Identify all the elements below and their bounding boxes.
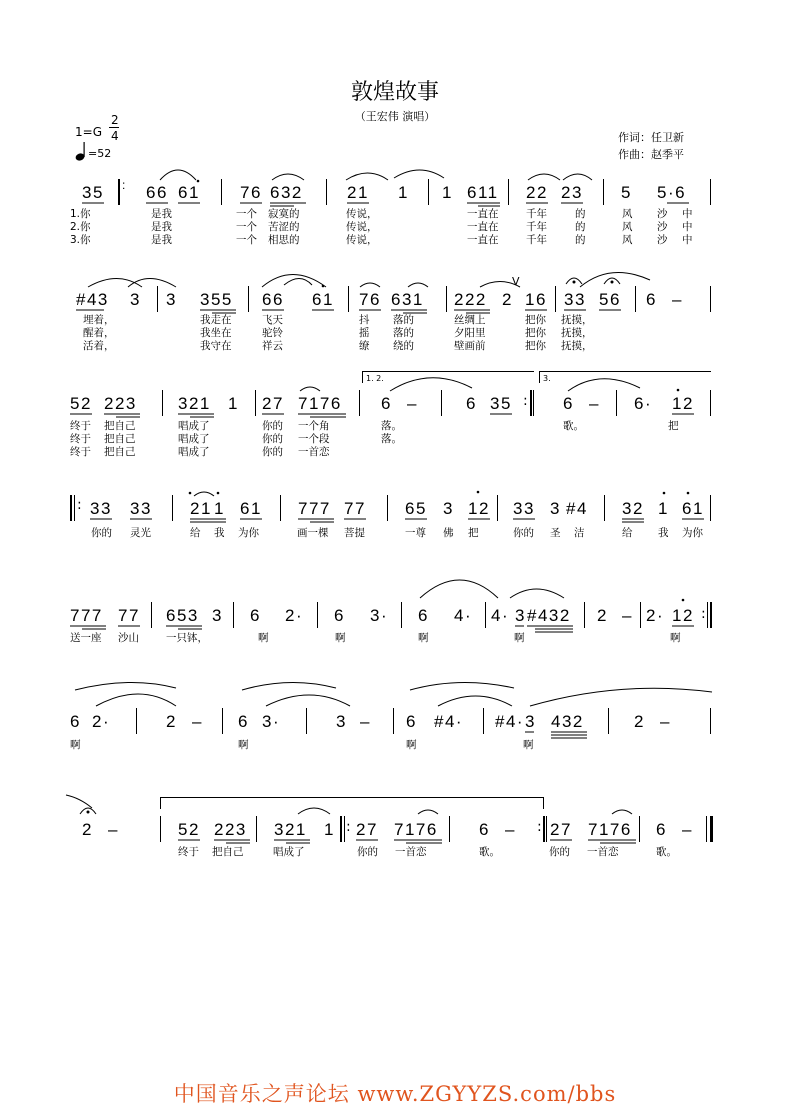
lyric-word: 传说，: [346, 208, 378, 220]
note-group: 1: [442, 183, 453, 202]
note-group: –: [682, 820, 693, 839]
lyric-word: 是我: [151, 234, 172, 246]
note-group: 3: [130, 290, 141, 309]
lyric-word: 你的: [91, 527, 112, 539]
note-group: 5·6: [657, 183, 687, 202]
slurs: [66, 170, 712, 814]
slur: [568, 379, 640, 391]
lyric-word: 把你: [525, 340, 546, 352]
lyric-word: 啊: [238, 739, 249, 751]
note-group: 6: [646, 290, 657, 309]
tempo-marking: =52: [88, 147, 112, 160]
note-group: 52: [178, 820, 200, 839]
lyric-word: 一个段: [298, 433, 330, 445]
note-group: #4: [566, 499, 588, 518]
slur: [530, 688, 712, 706]
fermata-dot: [611, 281, 614, 284]
lyric-word: 是我: [151, 221, 172, 233]
time-signature-top: 2: [111, 113, 119, 127]
lyric-word: 一个: [236, 234, 257, 246]
note-group: 61: [312, 290, 334, 309]
song-title: 敦煌故事: [350, 80, 439, 105]
lyric-word: 一个: [236, 208, 257, 220]
lyric-word: 摇: [359, 327, 370, 339]
lyric-word: 给: [190, 527, 201, 539]
note-group: –: [672, 290, 683, 309]
lyric-word: 一首恋: [587, 846, 619, 858]
note-group: 66: [262, 290, 284, 309]
lyric-word: 终于: [70, 433, 91, 445]
note-group: 4·: [491, 606, 510, 625]
note-group: 21: [347, 183, 369, 202]
lyric-word: 啊: [670, 632, 681, 644]
lyric-word: 风: [622, 221, 633, 233]
lyric-word: 落的: [393, 327, 414, 339]
note-group: 7176: [588, 820, 632, 839]
note-group: 12: [672, 394, 694, 413]
note-group: 32: [622, 499, 644, 518]
slur: [510, 589, 564, 598]
note-group: 6: [238, 712, 249, 731]
note-group: 33: [564, 290, 586, 309]
lyric-word: 的: [575, 208, 586, 220]
note-group: 61: [682, 499, 704, 518]
lyric-word: 抚摸，: [561, 340, 593, 352]
note-group: 2: [502, 290, 513, 309]
lyric-word: 啊: [514, 632, 525, 644]
slur: [284, 279, 312, 286]
note-group: 12: [468, 499, 490, 518]
note-group: 3: [443, 499, 454, 518]
lyric-word: 为你: [682, 527, 703, 539]
note-group: 35: [490, 394, 512, 413]
note-group: 35: [82, 183, 104, 202]
note-group: 61: [240, 499, 262, 518]
lyric-word: 啊: [406, 739, 417, 751]
slur: [410, 682, 514, 690]
lyricist-credit: 作词：任卫新: [618, 131, 684, 144]
volta-2-label: 3.: [543, 374, 551, 383]
note-group: 6: [250, 606, 261, 625]
note-group: 21: [190, 499, 212, 518]
lyric-word: 沙: [657, 221, 668, 233]
lyric-word: 把自己: [104, 433, 136, 445]
lyric-word: 风: [622, 208, 633, 220]
note-group: 3: [212, 606, 223, 625]
lyric-word: 你的: [549, 846, 570, 858]
note-group: 5: [621, 183, 632, 202]
lyric-word: 3.你: [70, 234, 91, 246]
note-group: 2: [634, 712, 645, 731]
note-group: 3: [550, 499, 561, 518]
lyric-word: 终于: [70, 446, 91, 458]
lyric-word: 2.你: [70, 221, 91, 233]
repeat-dots: :: [122, 178, 127, 192]
lyric-word: 啊: [335, 632, 346, 644]
note-group: 33: [90, 499, 112, 518]
lyric-word: 壁画前: [454, 340, 486, 352]
performer-subtitle: （王宏伟 演唱）: [354, 110, 436, 123]
lyric-word: 把自己: [212, 846, 244, 858]
lyric-word: 一个角: [298, 420, 330, 432]
note-group: 27: [550, 820, 572, 839]
lyric-word: 传说，: [346, 221, 378, 233]
slur: [160, 170, 196, 180]
note-group: 432: [551, 712, 584, 731]
lyric-word: 终于: [178, 846, 199, 858]
slur: [418, 810, 438, 814]
slur: [580, 272, 650, 287]
note-group: 1: [324, 820, 335, 839]
lyric-word: 你的: [262, 446, 283, 458]
lyric-word: 把: [668, 420, 679, 432]
note-group: –: [108, 820, 119, 839]
note-group: 27: [262, 394, 284, 413]
lyric-word: 绕的: [393, 340, 414, 352]
note-group: 22: [526, 183, 548, 202]
lyric-word: 沙山: [118, 632, 139, 644]
note-group: 7176: [298, 394, 342, 413]
lyric-word: 落。: [381, 420, 402, 432]
lyric-word: 你的: [357, 846, 378, 858]
lyric-word: 丝绸上: [454, 314, 486, 326]
lyric-word: 把你: [525, 327, 546, 339]
lyric-word: 歌。: [563, 420, 584, 432]
lyric-word: 佛: [443, 527, 454, 539]
lyric-word: 活着，: [83, 340, 115, 352]
lyric-word: 抖: [359, 314, 370, 326]
note-group: 6: [406, 712, 417, 731]
note-group: #4·: [434, 712, 464, 731]
lyric-word: 抚摸，: [561, 314, 593, 326]
note-group: 777: [298, 499, 331, 518]
lyric-word: 埋着，: [83, 314, 115, 326]
lyric-word: 寂寞的: [268, 208, 300, 220]
note-group: 222: [454, 290, 487, 309]
note-group: 1: [228, 394, 239, 413]
lyric-word: 啊: [418, 632, 429, 644]
high-octave-dot: [197, 180, 200, 183]
slur: [408, 283, 428, 287]
breath-mark: V: [512, 275, 520, 288]
lyric-word: 灵光: [130, 527, 151, 539]
lyric-word: 唱成了: [178, 433, 210, 445]
note-group: 223: [104, 394, 137, 413]
volta-1-label: 1. 2.: [366, 374, 384, 383]
note-group: 23: [561, 183, 583, 202]
note-group: 2: [82, 820, 93, 839]
lyric-word: 歌。: [479, 846, 500, 858]
lyric-word: 给: [622, 527, 633, 539]
note-group: 321: [274, 820, 307, 839]
lyric-word: 一只钵，: [166, 632, 208, 644]
lyric-word: 一个: [236, 221, 257, 233]
note-group: 3: [166, 290, 177, 309]
lyric-word: 唱成了: [273, 846, 305, 858]
slur: [75, 682, 176, 690]
lyric-word: 落。: [381, 433, 402, 445]
note-group: –: [360, 712, 371, 731]
lyric-word: 千年: [526, 208, 547, 220]
lyric-word: 夕阳里: [454, 327, 486, 339]
lyric-word: 风: [622, 234, 633, 246]
lyric-word: 中: [682, 234, 693, 246]
lyric-word: 一直在: [467, 208, 499, 220]
forum-watermark: 中国音乐之声论坛 www.ZGYYZS.com/bbs: [173, 1082, 617, 1106]
slur: [438, 696, 512, 706]
note-group: –: [660, 712, 671, 731]
note-group: 2: [166, 712, 177, 731]
lyric-word: 我: [214, 527, 225, 539]
lyric-word: 落的: [393, 314, 414, 326]
fermatas: [80, 278, 620, 814]
lyric-word: 抚摸，: [561, 327, 593, 339]
lyric-word: 送一座: [70, 632, 102, 644]
lyric-word: 沙: [657, 208, 668, 220]
lyric-word: 一尊: [405, 527, 426, 539]
note-group: –: [192, 712, 203, 731]
note-group: 77: [118, 606, 140, 625]
lyric-word: 唱成了: [178, 446, 210, 458]
note-group: 56: [599, 290, 621, 309]
slur: [390, 378, 472, 391]
lyric-word: 中: [682, 208, 693, 220]
octave-dots: [189, 180, 690, 602]
lyric-word: 相思的: [268, 234, 300, 246]
note-group: 65: [405, 499, 427, 518]
note-group: –: [622, 606, 633, 625]
high-octave-dot: [687, 492, 690, 495]
lyric-word: 画一棵: [297, 527, 329, 539]
slur: [480, 282, 520, 288]
note-group: 632: [270, 183, 303, 202]
lyric-word: 一直在: [467, 234, 499, 246]
note-group: 3: [515, 606, 526, 625]
note-group: 1: [214, 499, 225, 518]
note-group: 631: [391, 290, 424, 309]
note-group: #432: [527, 606, 571, 625]
time-signature-bottom: 4: [111, 129, 119, 143]
note-group: 3: [525, 712, 536, 731]
note-group: 2·: [646, 606, 665, 625]
note-group: 66: [146, 183, 168, 202]
slur: [420, 580, 498, 598]
note-group: 3·: [262, 712, 281, 731]
high-octave-dot: [322, 285, 325, 288]
lyric-word: 把自己: [104, 446, 136, 458]
lyric-word: 终于: [70, 420, 91, 432]
note-group: –: [505, 820, 516, 839]
high-octave-dot: [189, 492, 192, 495]
repeat-dots: :: [77, 497, 82, 513]
lyric-word: 唱成了: [178, 420, 210, 432]
lyric-word: 为你: [238, 527, 259, 539]
note-group: 611: [467, 183, 499, 202]
lyric-word: 驼铃: [262, 327, 283, 339]
note-group: 653: [166, 606, 199, 625]
note-group: 6: [418, 606, 429, 625]
note-group: 52: [70, 394, 92, 413]
repeat-dots: :: [523, 393, 528, 409]
slur: [266, 695, 350, 706]
lyric-word: 的: [575, 234, 586, 246]
note-group: 6: [381, 394, 392, 413]
slur: [298, 808, 330, 814]
high-octave-dot: [477, 491, 480, 494]
fermata-dot: [573, 281, 576, 284]
note-group: 6·: [634, 394, 653, 413]
note-group: 6: [334, 606, 345, 625]
repeat-dots: :: [346, 819, 351, 835]
high-octave-dot: [677, 389, 680, 392]
fermata-dot: [87, 811, 90, 814]
slur: [528, 174, 560, 180]
note-group: 76: [359, 290, 381, 309]
composer-credit: 作曲：赵季平: [618, 148, 684, 161]
lyric-word: 啊: [258, 632, 269, 644]
lyric-word: 一直在: [467, 221, 499, 233]
lyric-word: 醒着，: [83, 327, 115, 339]
high-octave-dot: [663, 492, 666, 495]
note-group: 321: [178, 394, 211, 413]
note-group: 2·: [285, 606, 304, 625]
note-group: 6: [466, 394, 477, 413]
lyric-word: 啊: [523, 739, 534, 751]
lyric-word: 你的: [262, 420, 283, 432]
note-group: 12: [672, 606, 694, 625]
lyric-word: 我: [658, 527, 669, 539]
note-group: 1: [658, 499, 669, 518]
slur: [394, 170, 444, 178]
note-group: 1: [398, 183, 409, 202]
lyric-word: 千年: [526, 221, 547, 233]
note-group: #4·: [495, 712, 525, 731]
note-group: –: [589, 394, 600, 413]
lyric-word: 你的: [513, 527, 534, 539]
lyric-word: 我走在: [200, 314, 232, 326]
note-group: 223: [214, 820, 247, 839]
slur: [66, 795, 92, 808]
note-group: 77: [344, 499, 366, 518]
lyric-word: 把自己: [104, 420, 136, 432]
high-octave-dot: [682, 599, 685, 602]
note-group: 27: [356, 820, 378, 839]
lyric-word: 1.你: [70, 208, 91, 220]
lyric-word: 我坐在: [200, 327, 232, 339]
note-group: 6: [70, 712, 81, 731]
slur: [563, 174, 592, 180]
note-group: 3·: [370, 606, 389, 625]
note-group: 2·: [92, 712, 111, 731]
lyric-word: 的: [575, 221, 586, 233]
note-group: 33: [130, 499, 152, 518]
repeat-dots: :: [701, 606, 706, 622]
note-group: 7176: [394, 820, 438, 839]
rhythm-underlines: [70, 203, 704, 843]
lyric-word: 缭: [359, 340, 370, 352]
lyric-word: 圣: [550, 527, 561, 539]
note-group: 33: [513, 499, 535, 518]
lyric-word: 苦涩的: [268, 221, 300, 233]
slur: [612, 810, 632, 814]
slur: [300, 387, 320, 391]
repeat-dots: :: [537, 819, 542, 835]
slur: [242, 682, 336, 690]
lyric-word: 把: [468, 527, 479, 539]
lyric-word: 沙: [657, 234, 668, 246]
note-group: 6: [479, 820, 490, 839]
lyric-word: 歌。: [656, 846, 677, 858]
lyric-word: 啊: [70, 739, 81, 751]
note-group: 16: [525, 290, 547, 309]
lyric-word: 一首恋: [298, 446, 330, 458]
lyric-word: 传说，: [346, 234, 378, 246]
note-group: –: [407, 394, 418, 413]
slur: [262, 275, 326, 288]
note-group: #43: [76, 290, 109, 309]
high-octave-dot: [217, 492, 220, 495]
slur: [194, 492, 214, 496]
note-group: 61: [178, 183, 200, 202]
lyric-word: 洁: [574, 527, 585, 539]
slur: [360, 283, 380, 287]
note-group: 76: [240, 183, 262, 202]
key-signature: 1=G: [75, 125, 102, 139]
lyric-word: 千年: [526, 234, 547, 246]
note-group: 355: [200, 290, 233, 309]
lyric-word: 把你: [525, 314, 546, 326]
note-group: 6: [563, 394, 574, 413]
slur: [96, 694, 176, 706]
lyric-word: 中: [682, 221, 693, 233]
note-group: 4·: [454, 606, 473, 625]
lyric-word: 菩提: [344, 527, 365, 539]
lyric-word: 飞天: [262, 314, 283, 326]
note-group: 6: [656, 820, 667, 839]
note-group: 2: [597, 606, 608, 625]
slur: [346, 173, 388, 180]
lyric-word: 你的: [262, 433, 283, 445]
slur: [272, 174, 304, 180]
note-group: 3: [336, 712, 347, 731]
note-group: 777: [70, 606, 103, 625]
lyric-word: 是我: [151, 208, 172, 220]
lyric-word: 祥云: [262, 340, 283, 352]
lyric-word: 一首恋: [395, 846, 427, 858]
lyric-word: 我守在: [200, 340, 232, 352]
